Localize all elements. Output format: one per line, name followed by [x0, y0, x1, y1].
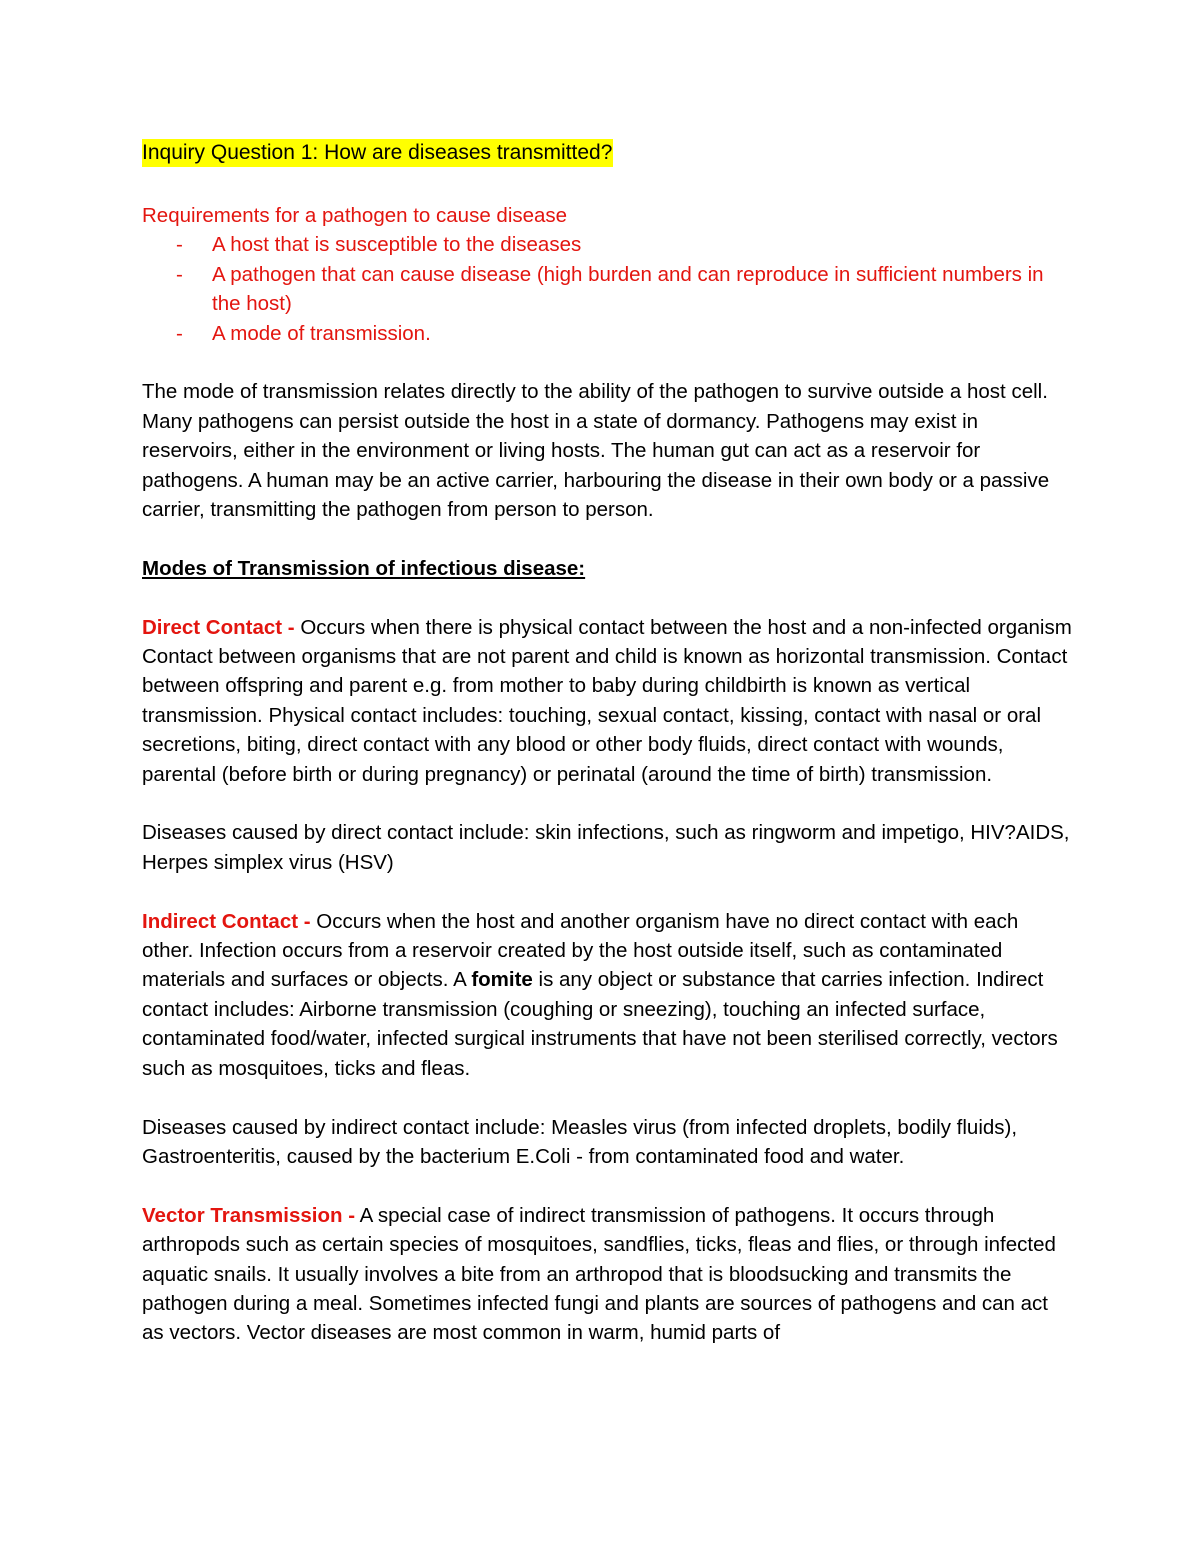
requirements-heading: Requirements for a pathogen to cause disease: [142, 204, 568, 227]
modes-heading-line: [142, 554, 1072, 583]
list-item: [142, 230, 1072, 259]
indirect-contact-paragraph: [142, 907, 1072, 1083]
list-item: [142, 319, 1072, 348]
requirements-section: [142, 201, 1072, 348]
indirect-contact-text-after: is any object or substance that carries infection. Indirect contact includes: Airborne transmission (coughing or sneezing), touching an infected surface, contaminated food/water, infected surgical instruments that have not been sterilised correctly, vectors such as mosquitoes, ticks and fleas.: [142, 968, 1058, 1080]
list-item-text: A pathogen that can cause disease (high burden and can reproduce in sufficient numbers in the host): [212, 262, 1044, 316]
indirect-contact-term: Indirect Contact -: [142, 909, 311, 933]
fomite-keyword: fomite: [471, 968, 533, 992]
vector-transmission-term: Vector Transmission -: [142, 1203, 356, 1227]
vector-transmission-paragraph: [142, 1201, 1072, 1348]
requirements-list: [142, 230, 1072, 348]
bullet-dash: -: [176, 262, 183, 286]
direct-contact-paragraph: [142, 613, 1072, 789]
vector-transmission-text: A special case of indirect transmission of pathogens. It occurs through arthropods such as certain species of mosquitoes, sandflies, ticks, fleas and flies, or through infected aquatic snails. It usually involves a bite from an arthropod that is bloodsucking and transmits the pathogen during a meal. Sometimes infected fungi and plants are sources of pathogens and can act as vectors. Vector diseases are most common in warm, humid parts of: [142, 1203, 1056, 1345]
direct-contact-term: Direct Contact -: [142, 615, 295, 639]
list-item: [142, 260, 1072, 319]
direct-contact-diseases: Diseases caused by direct contact include: skin infections, such as ringworm and impetigo, HIV?AIDS, Herpes simplex virus (HSV): [142, 821, 1070, 874]
list-item-text: A mode of transmission.: [212, 321, 431, 345]
direct-contact-text: Occurs when there is physical contact between the host and a non-infected organism Contact between organisms that are not parent and child is known as horizontal transmission. Contact between offspring and parent e.g. from mother to baby during childbirth is known as vertical transmission. Physical contact includes: touching, sexual contact, kissing, contact with nasal or oral secretions, biting, direct contact with any blood or other body fluids, direct contact with wounds, parental (before birth or during pregnancy) or perinatal (around the time of birth) transmission.: [142, 615, 1072, 786]
modes-heading: Modes of Transmission of infectious disease:: [142, 556, 586, 580]
indirect-contact-text-before: Occurs when the host and another organism have no direct contact with each other. Infection occurs from a reservoir created by the host outside itself, such as contaminated materials and surfaces or objects. A: [142, 909, 1019, 992]
bullet-dash: -: [176, 233, 183, 257]
document-body: [142, 138, 1072, 1348]
indirect-contact-diseases: Diseases caused by indirect contact include: Measles virus (from infected droplets, bodily fluids), Gastroenteritis, caused by the bacterium E.Coli - from contaminated food and water.: [142, 1115, 1018, 1168]
list-item-text: A host that is susceptible to the diseases: [212, 233, 582, 257]
bullet-dash: -: [176, 321, 183, 345]
inquiry-question-line: [142, 138, 1072, 173]
inquiry-question-title: Inquiry Question 1: How are diseases transmitted?: [142, 139, 613, 167]
intro-paragraph: The mode of transmission relates directly to the ability of the pathogen to survive outside a host cell. Many pathogens can persist outside the host in a state of dormancy. Pathogens may exist in reservoirs, either in the environment or living hosts. The human gut can act as a reservoir for pathogens. A human may be an active carrier, harbouring the disease in their own body or a passive carrier, transmitting the pathogen from person to person.: [142, 380, 1050, 522]
